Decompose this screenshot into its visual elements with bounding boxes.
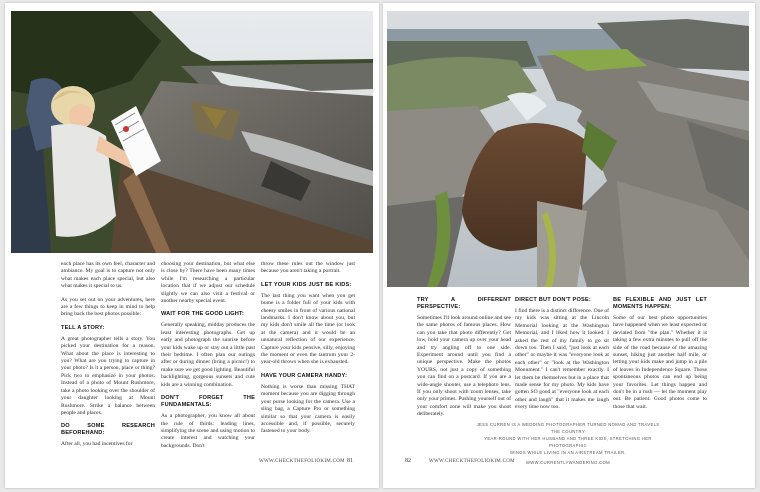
paragraph: As you set out on your adventures, here are a few things to keep in mind to help bring back the best photos possible: — [61, 296, 155, 318]
paragraph: each place has its own feel, character and ambiance. My goal is to capture not only what makes each place special, but also what makes it special to us. — [61, 261, 155, 290]
right-page — [383, 3, 755, 488]
section-heading: BE FLEXIBLE AND JUST LET MOMENTS HAPPEN: — [613, 297, 707, 310]
paragraph: As a photographer, you know all about the rule of thirds: leading lines, simplifying the scene and using motion to create interest and watching your backgrounds. Don't — [161, 413, 255, 449]
paragraph: After all, you had incentives for — [61, 441, 133, 448]
section-heading: HAVE YOUR CAMERA HANDY: — [261, 372, 348, 379]
paragraph: throw these rules out the window just because you aren't taking a portrait. — [261, 261, 355, 275]
section-heading: DO SOME RESEARCH BEFOREHAND: — [61, 423, 155, 437]
bio-line: WINGS WHILE LIVING IN AN AIRSTREAM TRAILER. — [510, 450, 626, 455]
section-heading: LET YOUR KIDS JUST BE KIDS: — [261, 281, 352, 288]
page-number: 82 — [405, 458, 411, 464]
section-heading: DIRECT BUT DON'T POSE: — [515, 297, 591, 303]
right-column-3 — [613, 293, 707, 417]
left-page — [5, 3, 379, 488]
paragraph: Nothing is worse than missing THAT moment because you are digging through your purse looking for the camera. Use a sling bag, a Capture Pro or something similar so that your camera is easily accessible and, if possible, securely fastened to your body. — [261, 383, 355, 435]
right-column-1 — [417, 293, 511, 425]
bio-line: JESS CURREN IS A WEDDING PHOTOGRAPHER TURNED NOMAD AND TRAVELS THE COUNTRY — [476, 422, 660, 434]
paragraph: I find there is a distinct difference. One of my kids was sitting at the Lincoln Memorial looking at the Washington Memorial, and I liked how it looked. I asked the rest of my family to go sit down too. Then I said, "just look at each other" or maybe it was "everyone look at each other" or "look at the Washington Monument." I can't remember exactly. I let them be themselves but in a place that made sense for my photo. My kids have gotten SO good at "everyone look at each other and laugh" that it makes me laugh every time now too. — [515, 308, 609, 411]
paragraph: A great photographer tells a story. You picked your destination for a reason. What about the place is interesting to you? What are you trying to capture in your photo? Is it a person, place or thing? Pick two to emphasize in your photos. Instead of a photo of Mount Rushmore, take a photo looking over the shoulder of your daughter looking at Mount Rushmore. Strike a balance between people and places. — [61, 335, 155, 416]
paragraph: The last thing you want when you get home is a folder full of your kids with cheesy smiles in front of various national landmarks. I don't know about you, but my kids don't smile all the time (or look at the camera) and it would be an unnatural reflection of our experience. Capture your kids pensive, silly, enjoying the moment or even the tantrum your 2-year-old throws when she is exhausted. — [261, 292, 355, 366]
author-website[interactable]: WWW.CURRENTLYWANDERING.COM — [525, 460, 610, 465]
paragraph: Some of our best photo opportunities have happened when we least expected or deviated from "the plan." Whether it is taking a few extra minutes to pull off the side of the road because of the amazing sunset, hiking just another half mile, or letting your kids make and jump in a pile of leaves in Independence Square. Those spontaneous photos can end up being your favorites. Let things happen and don't be in a rush — let the moment play out. Be patient. Good photos come to those that wait. — [613, 315, 707, 410]
paragraph: Sometimes I'll look around online and see the same photos of famous places. How can you take that photo differently? Get low, hold your camera up over your head and try angling off to one side. Experiment around until you find a unique perspective. Make the photos YOURS, not just a copy of something you can find on a postcard. If you are a wide-angle shooter, use a telephoto lens. If you only shoot with zoom lenses, take only your primes. Pushing yourself out of your comfort zone will make you shoot deliberately. — [417, 315, 511, 418]
paragraph: choosing your destination, but what else is close by? There have been many times while I'm researching a particular location that if we adjust our schedule slightly we can also visit a festival or another nearby special event. — [161, 261, 255, 305]
page-number: 81 — [347, 458, 353, 464]
section-heading: TRY A DIFFERENT PERSPECTIVE: — [417, 297, 511, 310]
bio-line: YEAR-ROUND WITH HER HUSBAND AND THREE KIDS, STRETCHING HER PHOTOGRAPHIC — [484, 436, 652, 448]
right-column-2 — [515, 293, 609, 418]
folio-url: WWW.CHECKTHEFOLIOKIM.COM — [259, 459, 345, 464]
boy-overlook-photo — [11, 11, 373, 253]
left-column-3 — [261, 261, 355, 442]
section-heading: DON'T FORGET THE FUNDAMENTALS: — [161, 395, 255, 409]
left-column-1 — [61, 261, 155, 455]
coastal-rocks-photo — [387, 11, 749, 287]
left-column-2 — [161, 261, 255, 456]
section-heading: TELL A STORY: — [61, 324, 105, 331]
folio-url: WWW.CHECKTHEFOLIOKIM.COM — [429, 459, 515, 464]
paragraph: Generally speaking, midday produces the least interesting photographs. Get up early and photograph the sunrise before your kids wake up or stay out a little past their bedtime. I often plan our outings after or during dinner (bring a picnic!) to make sure we get good lighting. Beautiful backlighting, gorgeous sunsets and cute kids are a winning combination. — [161, 322, 255, 388]
section-heading: WAIT FOR THE GOOD LIGHT: — [161, 311, 245, 318]
